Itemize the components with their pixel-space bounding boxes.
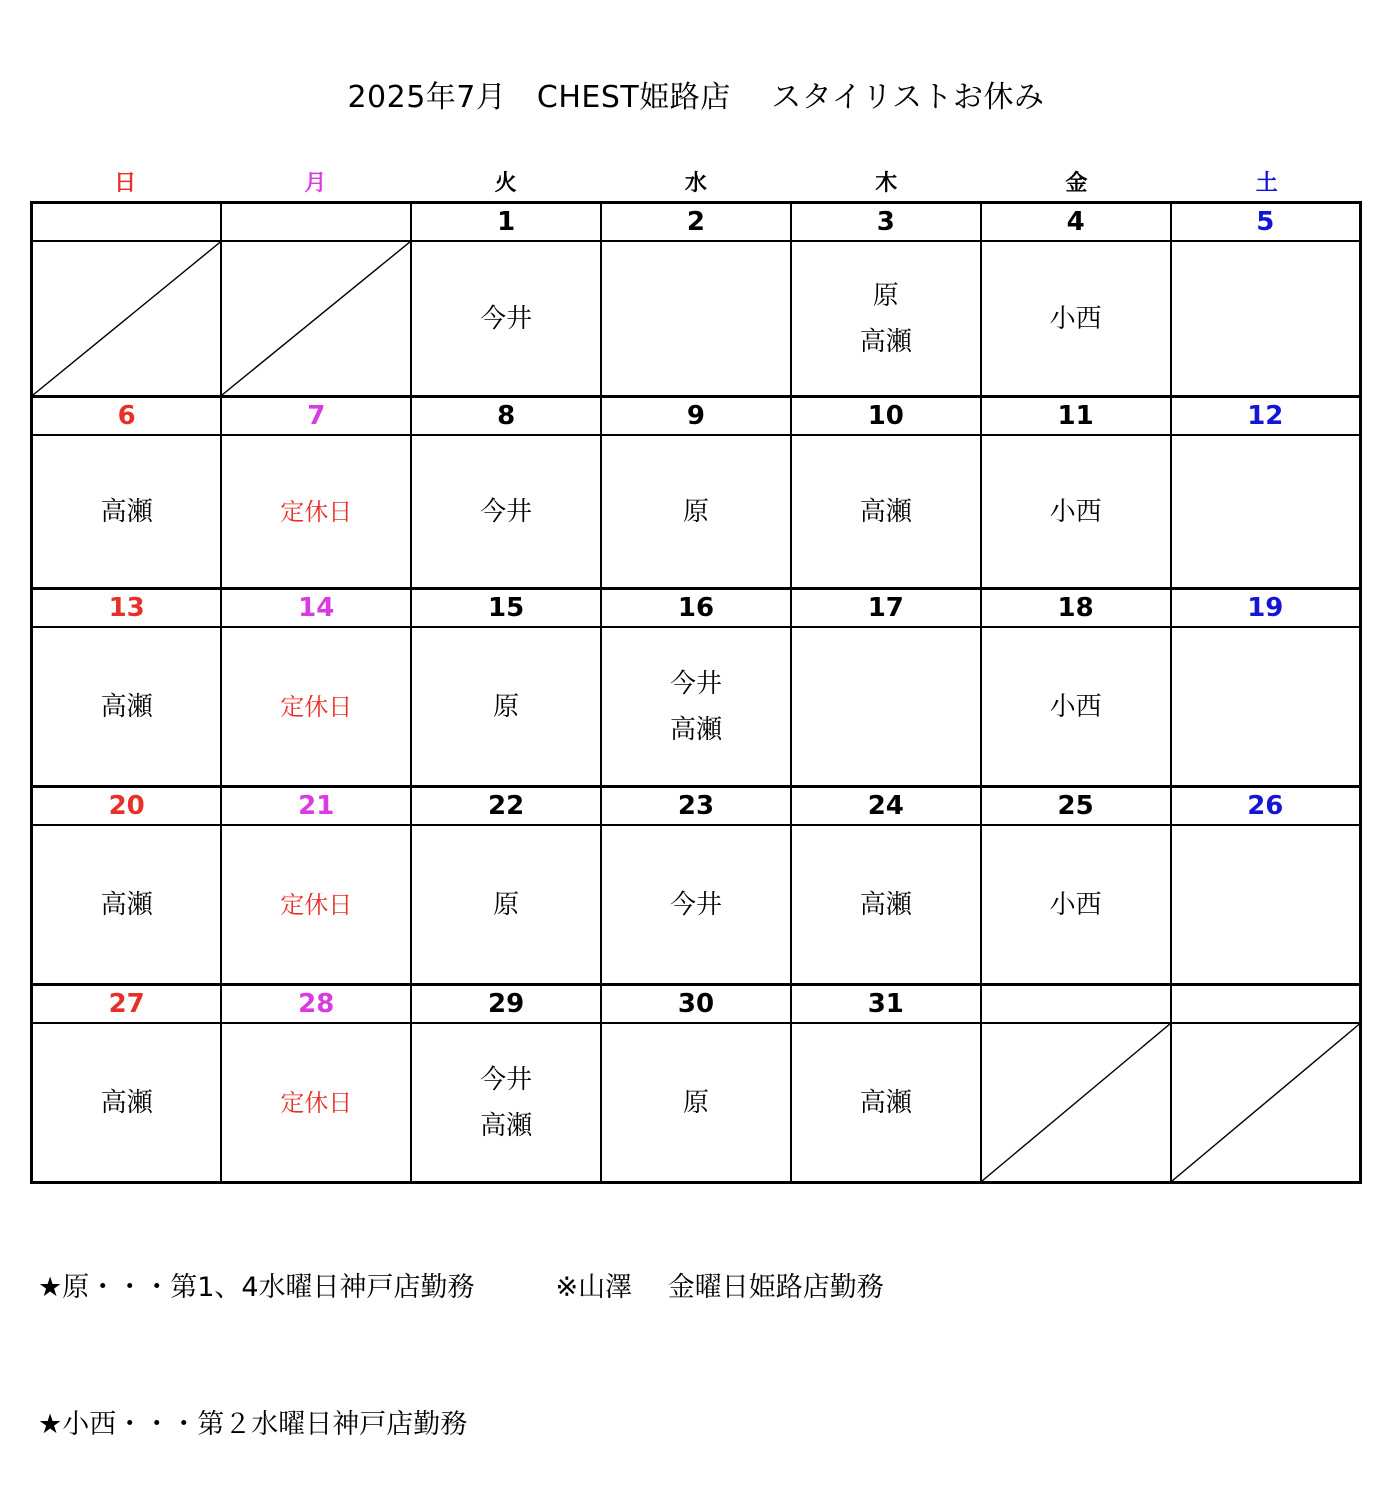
week-content-row — [32, 1023, 1361, 1183]
day-cell — [32, 435, 222, 589]
day-cell — [411, 241, 601, 397]
date-number: 5 — [1171, 203, 1361, 242]
diagonal-slash-icon — [982, 1024, 1170, 1181]
day-cell — [32, 1023, 222, 1183]
holiday-label: 定休日 — [280, 692, 353, 721]
week-date-row — [32, 589, 1361, 628]
staff-name: 今井 — [480, 496, 533, 527]
holiday-label: 定休日 — [280, 890, 353, 919]
day-cell — [221, 435, 411, 589]
staff-name: 原 — [872, 280, 899, 311]
staff-name: 高瀬 — [100, 889, 153, 920]
date-number: 11 — [981, 397, 1171, 436]
date-number: 6 — [32, 397, 222, 436]
staff-name: 高瀬 — [859, 1087, 912, 1118]
day-cell — [601, 241, 791, 397]
date-number: 13 — [32, 589, 222, 628]
date-number: 17 — [791, 589, 981, 628]
date-number — [32, 203, 222, 242]
staff-name: 今井 — [480, 1064, 533, 1095]
date-number — [1171, 985, 1361, 1024]
day-cell — [1171, 241, 1361, 397]
note-konishi: ★小西・・・第２水曜日神戸店勤務 — [38, 1409, 468, 1440]
staff-name: 今井 — [669, 668, 722, 699]
empty-day-cell — [32, 241, 222, 397]
date-number: 10 — [791, 397, 981, 436]
date-number: 27 — [32, 985, 222, 1024]
day-cell — [221, 627, 411, 787]
date-number: 3 — [791, 203, 981, 242]
date-number — [221, 203, 411, 242]
calendar-grid — [30, 201, 1362, 1184]
day-cell — [221, 825, 411, 985]
note-hara: ★原・・・第1、4水曜日神戸店勤務 ※山澤 金曜日姫路店勤務 — [38, 1272, 884, 1303]
staff-name: 高瀬 — [859, 496, 912, 527]
date-number: 9 — [601, 397, 791, 436]
day-cell — [791, 627, 981, 787]
staff-name: 高瀬 — [859, 889, 912, 920]
day-cell — [601, 1023, 791, 1183]
day-cell — [411, 435, 601, 589]
week-content-row — [32, 627, 1361, 787]
staff-name: 小西 — [1049, 303, 1102, 334]
week-date-row — [32, 203, 1361, 242]
date-number: 29 — [411, 985, 601, 1024]
date-number — [981, 985, 1171, 1024]
date-number: 25 — [981, 787, 1171, 826]
day-cell — [411, 1023, 601, 1183]
date-number: 18 — [981, 589, 1171, 628]
empty-day-cell — [221, 241, 411, 397]
week-content-row — [32, 241, 1361, 397]
staff-name: 原 — [682, 1087, 709, 1118]
staff-name: 高瀬 — [100, 691, 153, 722]
day-cell — [981, 241, 1171, 397]
staff-name: 今井 — [669, 889, 722, 920]
day-cell — [981, 435, 1171, 589]
week-content-row — [32, 435, 1361, 589]
weekday-sun: 日 — [114, 171, 137, 196]
staff-name: 小西 — [1049, 889, 1102, 920]
weekday-wed: 水 — [684, 171, 707, 196]
day-cell — [411, 627, 601, 787]
date-number: 23 — [601, 787, 791, 826]
staff-name: 高瀬 — [100, 496, 153, 527]
diagonal-slash-icon — [33, 242, 220, 395]
staff-name: 今井 — [480, 303, 533, 334]
weekday-thu: 木 — [875, 171, 898, 196]
week-date-row — [32, 985, 1361, 1024]
date-number: 14 — [221, 589, 411, 628]
date-number: 26 — [1171, 787, 1361, 826]
date-number: 31 — [791, 985, 981, 1024]
page-title: 2025年7月 CHEST姫路店 スタイリストお休み — [347, 80, 1045, 115]
staff-name: 原 — [682, 496, 709, 527]
holiday-label: 定休日 — [280, 497, 353, 526]
date-number: 12 — [1171, 397, 1361, 436]
diagonal-slash-icon — [1172, 1024, 1359, 1181]
date-number: 15 — [411, 589, 601, 628]
diagonal-slash-icon — [222, 242, 410, 395]
empty-day-cell — [981, 1023, 1171, 1183]
date-number: 4 — [981, 203, 1171, 242]
weekday-mon: 月 — [304, 171, 327, 196]
weekday-sat: 土 — [1255, 171, 1278, 196]
day-cell — [791, 435, 981, 589]
date-number: 21 — [221, 787, 411, 826]
date-number: 20 — [32, 787, 222, 826]
day-cell — [221, 1023, 411, 1183]
date-number: 8 — [411, 397, 601, 436]
date-number: 16 — [601, 589, 791, 628]
staff-name: 高瀬 — [480, 1110, 533, 1141]
empty-day-cell — [1171, 1023, 1361, 1183]
staff-name: 高瀬 — [100, 1087, 153, 1118]
weekday-header — [30, 168, 1362, 200]
day-cell — [32, 627, 222, 787]
date-number: 19 — [1171, 589, 1361, 628]
staff-name: 原 — [493, 691, 520, 722]
day-cell — [1171, 627, 1361, 787]
day-cell — [791, 241, 981, 397]
day-cell — [1171, 825, 1361, 985]
date-number: 30 — [601, 985, 791, 1024]
staff-name: 高瀬 — [859, 326, 912, 357]
date-number: 2 — [601, 203, 791, 242]
date-number: 28 — [221, 985, 411, 1024]
holiday-label: 定休日 — [280, 1088, 353, 1117]
staff-name: 小西 — [1049, 496, 1102, 527]
day-cell — [1171, 435, 1361, 589]
notes — [38, 1188, 884, 1502]
weekday-tue: 火 — [494, 171, 517, 196]
staff-name: 高瀬 — [669, 714, 722, 745]
staff-name: 原 — [493, 889, 520, 920]
week-date-row — [32, 787, 1361, 826]
day-cell — [791, 825, 981, 985]
staff-name: 小西 — [1049, 691, 1102, 722]
day-cell — [32, 825, 222, 985]
day-cell — [601, 825, 791, 985]
week-date-row — [32, 397, 1361, 436]
date-number: 1 — [411, 203, 601, 242]
weekday-fri: 金 — [1065, 171, 1088, 196]
day-cell — [601, 627, 791, 787]
date-number: 7 — [221, 397, 411, 436]
day-cell — [411, 825, 601, 985]
date-number: 24 — [791, 787, 981, 826]
week-content-row — [32, 825, 1361, 985]
day-cell — [981, 627, 1171, 787]
day-cell — [601, 435, 791, 589]
day-cell — [981, 825, 1171, 985]
day-cell — [791, 1023, 981, 1183]
date-number: 22 — [411, 787, 601, 826]
